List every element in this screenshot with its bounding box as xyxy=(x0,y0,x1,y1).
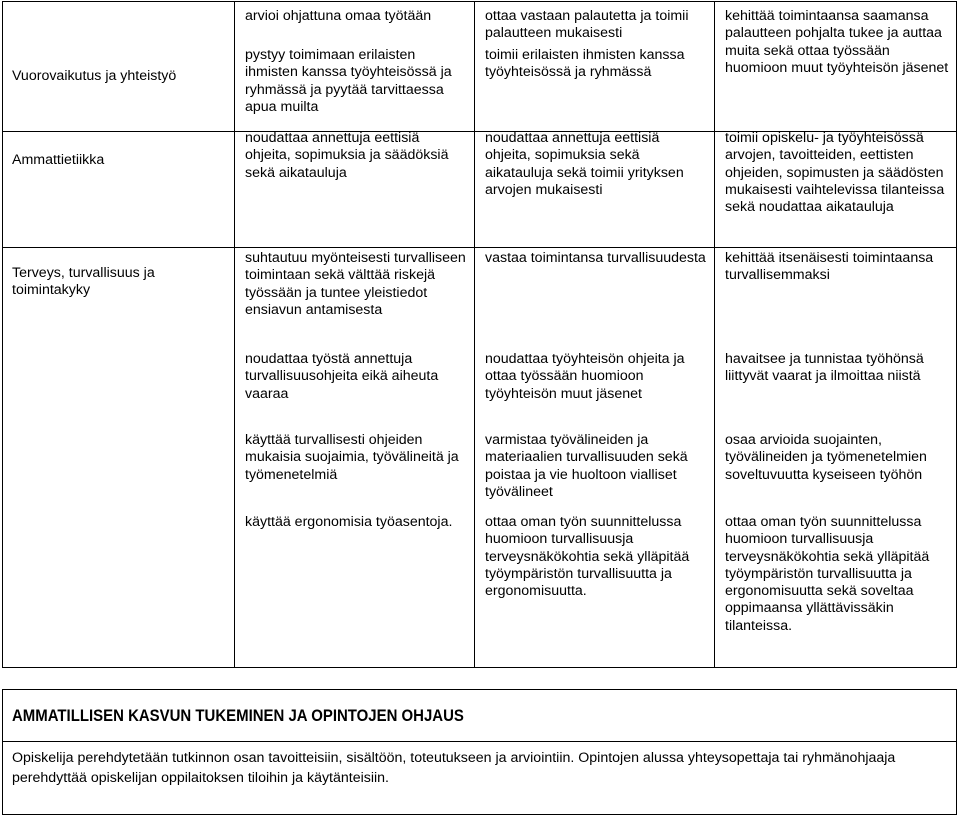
safety-satisfactory-instructions: noudattaa työstä annettuja turvallisuusohjeita eikä aiheuta vaaraa xyxy=(245,351,439,402)
section-divider xyxy=(3,741,956,742)
guidance-section xyxy=(2,689,957,815)
criterion-cooperation: Vuorovaikutus ja yhteistyö xyxy=(12,68,177,85)
safety-good-tools: varmistaa työvälineiden ja materiaalien turvallisuuden sekä poistaa ja vie huoltoon vialliset työvälineet xyxy=(485,432,688,500)
safety-excellent-development: kehittää itsenäisesti toimintaansa turvallisemmaksi xyxy=(725,250,934,284)
level-excellent-column xyxy=(714,2,957,667)
safety-excellent-planning: ottaa oman työn suunnittelussa huomioon turvallisuusja terveysnäkökohtia sekä ylläpitää työympäristön turvallisuutta ja ergonomisuutta sekä soveltaa oppimaansa yllättävissäkin tilanteissa. xyxy=(725,514,930,634)
safety-excellent-hazards: havaitsee ja tunnistaa työhönsä liittyvät vaarat ja ilmoittaa niistä xyxy=(725,351,924,385)
level-satisfactory-column xyxy=(234,2,475,667)
safety-good-responsibility: vastaa toimintansa turvallisuudesta xyxy=(485,250,706,266)
section-body: Opiskelija perehdytetään tutkinnon osan tavoitteisiin, sisältöön, toteutukseen ja arviointiin. Opintojen alussa yhteysopettaja tai ryhmänohjaaja perehdyttää opiskelijan oppilaitoksen tiloihin ja käytänteisiin. xyxy=(12,750,896,786)
ethics-good: noudattaa annettuja eettisiä ohjeita, sopimuksia sekä aikatauluja sekä toimii yrityksen arvojen mukaisesti xyxy=(485,130,684,198)
criterion-health-safety: Terveys, turvallisuus ja toimintakyky xyxy=(12,265,155,299)
criterion-ethics: Ammattietiikka xyxy=(12,152,105,169)
cooperation-satisfactory: pystyy toimimaan erilaisten ihmisten kanssa työyhteisössä ja ryhmässä ja pyytää tarvittaessa apua muilta xyxy=(245,47,452,115)
cooperation-good: toimii erilaisten ihmisten kanssa työyhteisössä ja ryhmässä xyxy=(485,47,685,81)
top-fragment-satisfactory: arvioi ohjattuna omaa työtään xyxy=(245,8,432,24)
safety-satisfactory-risk: suhtautuu myönteisesti turvalliseen toimintaan sekä välttää riskejä työssään ja tuntee yleistiedot ensiavun antamisesta xyxy=(245,250,466,318)
safety-satisfactory-ergonomics: käyttää ergonomisia työasentoja. xyxy=(245,514,453,530)
safety-satisfactory-tools: käyttää turvallisesti ohjeiden mukaisia suojaimia, työvälineitä ja työmenetelmiä xyxy=(245,432,459,483)
cooperation-excellent: kehittää toimintaansa saamansa palautteen pohjalta tukee ja auttaa muita sekä ottaa työssään huomioon muut työyhteisön jäsenet xyxy=(725,8,949,76)
criterion-column xyxy=(3,2,234,667)
section-title: AMMATILLISEN KASVUN TUKEMINEN JA OPINTOJEN OHJAUS xyxy=(12,706,464,725)
assessment-criteria-table xyxy=(2,1,957,668)
top-fragment-good: ottaa vastaan palautetta ja toimii palautteen mukaisesti xyxy=(485,8,689,42)
ethics-satisfactory: noudattaa annettuja eettisiä ohjeita, sopimuksia ja säädöksiä sekä aikatauluja xyxy=(245,130,449,181)
ethics-excellent: toimii opiskelu- ja työyhteisössä arvojen, tavoitteiden, eettisten ohjeiden, sopimusten ja säädösten mukaisesti vaihtelevissa tilanteissa sekä noudattaa aikatauluja xyxy=(725,130,945,216)
safety-good-instructions: noudattaa työyhteisön ohjeita ja ottaa työssään huomioon työyhteisön muut jäsenet xyxy=(485,351,685,402)
level-good-column xyxy=(474,2,715,667)
safety-good-planning: ottaa oman työn suunnittelussa huomioon turvallisuusja terveysnäkökohtia sekä ylläpitää työympäristön turvallisuutta ja ergonomisuutta. xyxy=(485,514,690,600)
safety-excellent-equipment: osaa arvioida suojainten, työvälineiden ja työmenetelmien soveltuvuutta kyseiseen työhön xyxy=(725,432,927,483)
